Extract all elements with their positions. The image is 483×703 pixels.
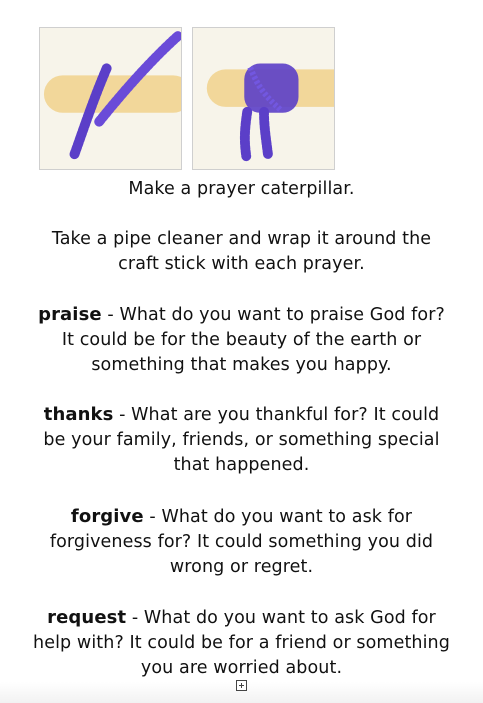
pipe-cleaner-wrapping-icon <box>40 28 181 169</box>
prompt-term: request <box>47 607 127 628</box>
prompt-forgive <box>30 504 453 580</box>
intro-text: Make a prayer caterpillar. <box>128 179 355 199</box>
craft-photo-wrapped <box>192 27 335 170</box>
prompt-text: - What do you want to ask God for help with? It could be for a friend or something you are worried about. <box>33 608 450 678</box>
instructions-text: Take a pipe cleaner and wrap it around the craft stick with each prayer. <box>51 229 432 274</box>
prompt-text: - What are you thankful for? It could be your family, friends, or something special that happened. <box>43 405 440 475</box>
prompt-thanks <box>30 402 453 478</box>
prompt-term: forgive <box>70 506 144 527</box>
prompt-request <box>30 605 453 681</box>
prompt-term: thanks <box>43 404 114 425</box>
prompt-text: - What do you want to praise God for? It could be for the beauty of the earth or something that makes you happy. <box>61 305 445 375</box>
prompt-term: praise <box>38 304 102 325</box>
prompt-text: - What do you want to ask for forgiveness for? It could something you did wrong or regret. <box>49 507 434 577</box>
pipe-cleaner-wrapped-icon <box>193 28 334 169</box>
expand-icon[interactable] <box>236 680 247 691</box>
craft-photo-wrapping <box>39 27 182 170</box>
prompt-praise <box>30 302 453 378</box>
